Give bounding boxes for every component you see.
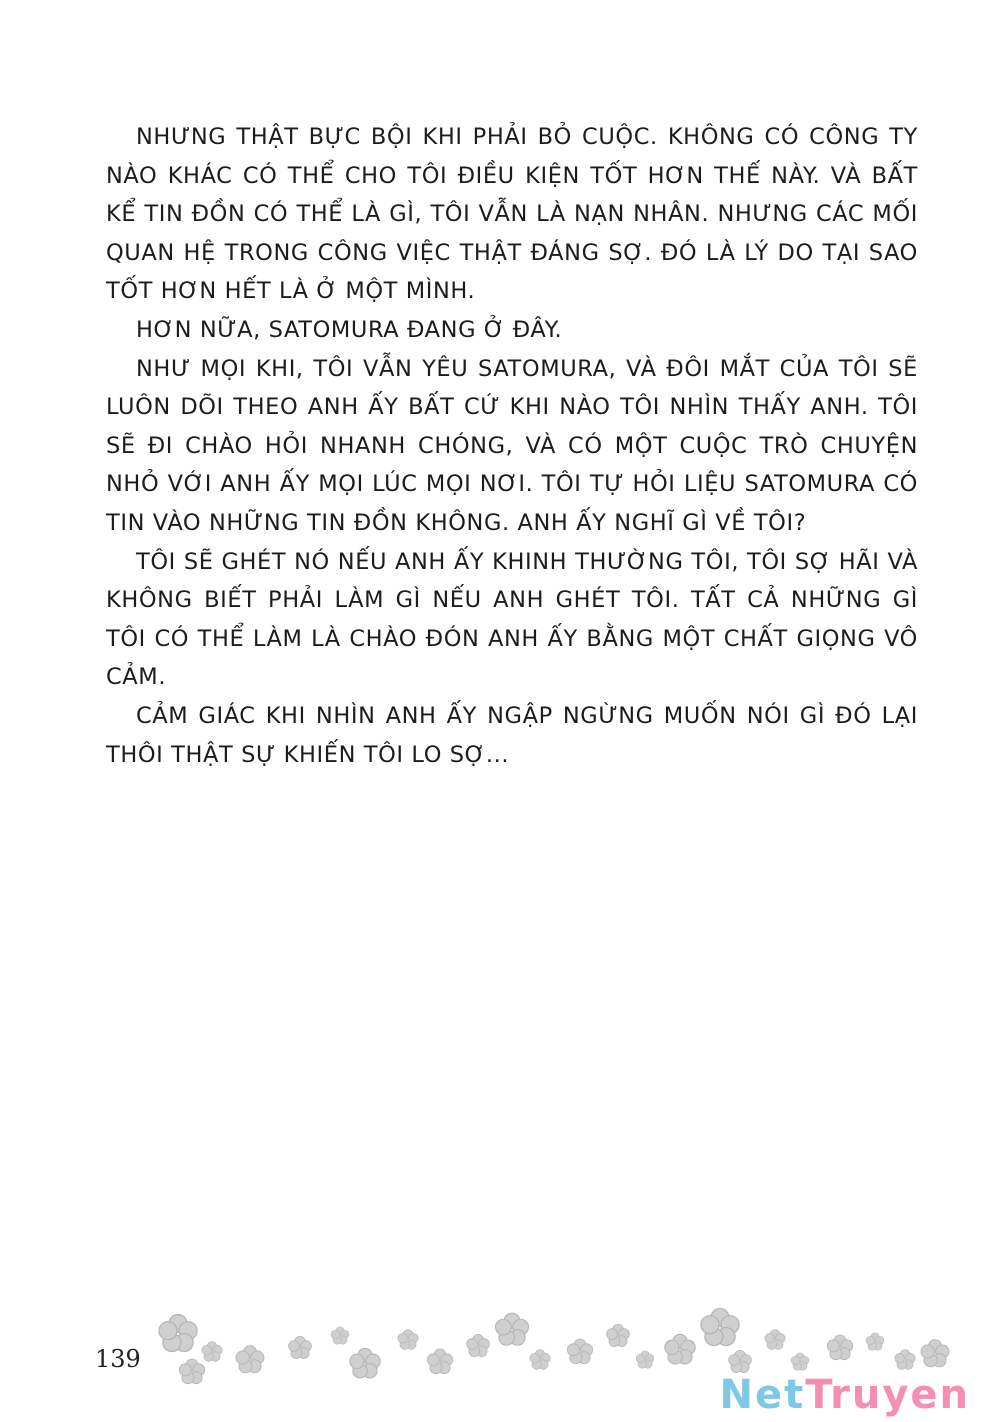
paragraph: NHƯ MỌI KHI, TÔI VẪN YÊU SATOMURA, VÀ ĐÔI MẮT CỦA TÔI SẼ LUÔN DÕI THEO ANH ẤY BẤT CỨ KHI NÀO TÔI NHÌN THẤY ANH. TÔI SẼ ĐI CHÀO HỎI NHANH CHÓNG, VÀ CÓ MỘT CUỘC TRÒ CHUYỆN NHỎ VỚI ANH ẤY MỌI LÚC MỌI NƠI. TÔI TỰ HỎI LIỆU SATOMURA CÓ TIN VÀO NHỮNG TIN ĐỒN KHÔNG. ANH ẤY NGHĨ GÌ VỀ TÔI? [106, 355, 918, 536]
body-text [106, 118, 918, 774]
watermark-part-a: Net [719, 1372, 806, 1418]
site-watermark [719, 1372, 970, 1418]
paragraph: CẢM GIÁC KHI NHÌN ANH ẤY NGẬP NGỪNG MUỐN NÓI GÌ ĐÓ LẠI THÔI THẬT SỰ KHIẾN TÔI LO SỢ... [106, 702, 918, 768]
page-number: 139 [95, 1345, 141, 1373]
paragraph: TÔI SẼ GHÉT NÓ NẾU ANH ẤY KHINH THƯỜNG TÔI, TÔI SỢ HÃI VÀ KHÔNG BIẾT PHẢI LÀM GÌ NẾU ANH GHÉT TÔI. TẤT CẢ NHỮNG GÌ TÔI CÓ THỂ LÀM LÀ CHÀO ĐÓN ANH ẤY BẰNG MỘT CHẤT GIỌNG VÔ CẢM. [106, 548, 918, 691]
paragraph: NHƯNG THẬT BỰC BỘI KHI PHẢI BỎ CUỘC. KHÔNG CÓ CÔNG TY NÀO KHÁC CÓ THỂ CHO TÔI ĐIỀU KIỆN TỐT HƠN THẾ NÀY. VÀ BẤT KỂ TIN ĐỒN CÓ THỂ LÀ GÌ, TÔI VẪN LÀ NẠN NHÂN. NHƯNG CÁC MỐI QUAN HỆ TRONG CÔNG VIỆC THẬT ĐÁNG SỢ. ĐÓ LÀ LÝ DO TẠI SAO TỐT HƠN HẾT LÀ Ở MỘT MÌNH. [106, 124, 918, 305]
watermark-part-b: Truyen [805, 1372, 970, 1418]
paragraph: HƠN NỮA, SATOMURA ĐANG Ở ĐÂY. [136, 316, 563, 343]
